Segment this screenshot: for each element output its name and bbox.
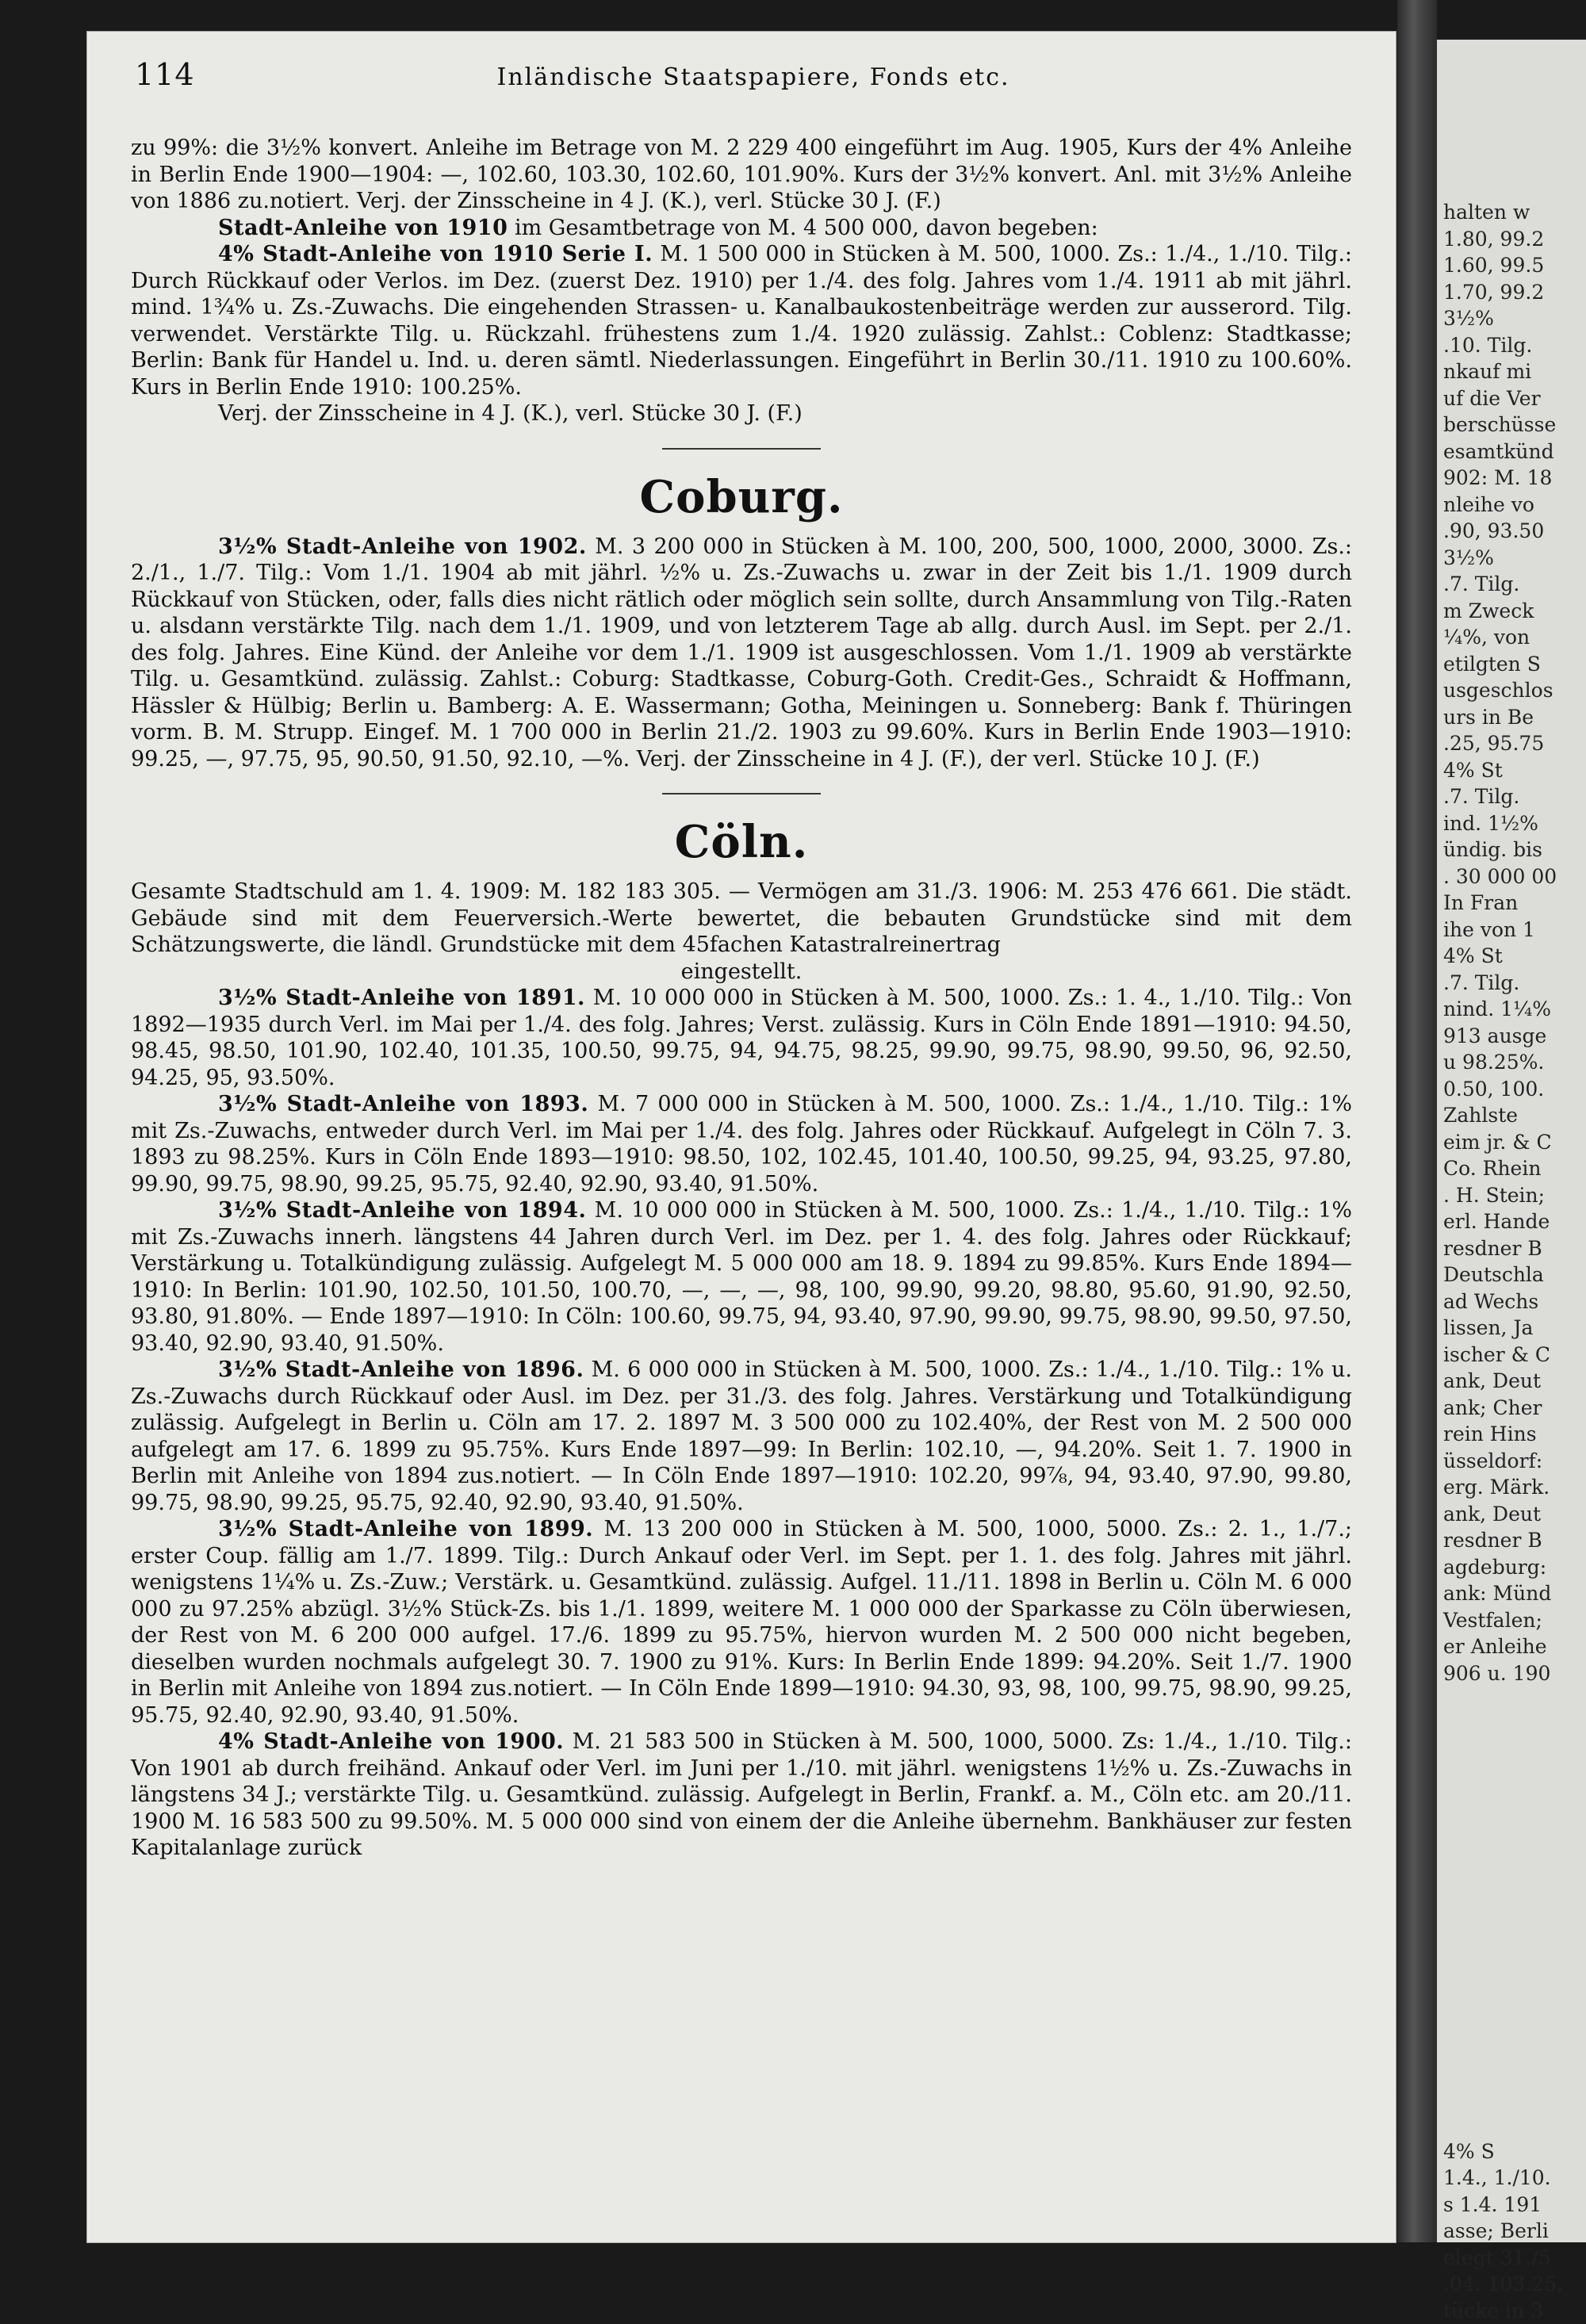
coeln-loan-entry — [131, 1357, 1352, 1516]
adjacent-line-fragment: 906 u. 190 — [1437, 1660, 1586, 1687]
loan-1910-serie-entry — [131, 241, 1352, 400]
coeln-loan-text: M. 6 000 000 in Stücken à M. 500, 1000. Zs.: 1./4., 1./10. Tilg.: 1% u. Zs.-Zuwachs durch Rückkauf oder Ausl. im Dez. per 31./3. des folg. Jahres. Verstärkung und Totalkündigung zulässig. Aufgelegt in Berlin u. Cöln am 17. 2. 1897 M. 3 500 000 zu 102.40%, der Rest von M. 2 500 000 aufgelegt am 17. 6. 1899 zu 95.75%. Kurs Ende 1897—99: In Berlin: 102.10, —, 94.20%. Seit 1. 7. 1900 in Berlin mit Anleihe von 1894 zus.notiert. — In Cöln Ende 1897—1910: 102.20, 99⅞, 94, 93.40, 97.90, 99.80, 99.75, 98.90, 99.25, 95.75, 92.40, 92.90, 93.40, 91.50%. — [131, 1357, 1352, 1515]
adjacent-line-fragment: berschüsse — [1437, 412, 1586, 438]
coeln-loan-entry — [131, 1197, 1352, 1357]
adjacent-line-fragment — [1437, 1767, 1586, 1794]
adjacent-line-fragment: 1.60, 99.5 — [1437, 252, 1586, 279]
adjacent-line-fragment — [1437, 1926, 1586, 1953]
adjacent-line-fragment: ank: Münd — [1437, 1580, 1586, 1607]
coeln-loan-title: 3½% Stadt-Anleihe von 1893. — [218, 1092, 588, 1116]
adjacent-line-fragment: ad Wechs — [1437, 1288, 1586, 1315]
adjacent-line-fragment — [1437, 120, 1586, 147]
coeln-loan-title: 3½% Stadt-Anleihe von 1899. — [218, 1517, 593, 1541]
adjacent-line-fragment: nind. 1¼% — [1437, 996, 1586, 1023]
adjacent-line-fragment: . H. Stein; — [1437, 1182, 1586, 1209]
adjacent-line-fragment: ¼%, von — [1437, 624, 1586, 651]
coeln-loan-text: M. 10 000 000 in Stücken à M. 500, 1000. Zs.: 1./4., 1./10. Tilg.: 1% mit Zs.-Zuwachs innerh. längstens 44 Jahren durch Verl. im Dez. per 1. 4. des folg. Jahres oder Rückkauf; Verstärkung u. Totalkündigung zulässig. Aufgelegt M. 5 000 000 am 18. 9. 1894 zu 99.85%. Kurs Ende 1894—1910: In Berlin: 101.90, 102.50, 101.50, 100.70, —, —, —, 98, 100, 99.90, 99.20, 98.80, 95.60, 91.90, 92.50, 93.80, 91.80%. — Ende 1897—1910: In Cöln: 100.60, 99.75, 94, 93.40, 97.90, 99.90, 99.75, 98.90, 99.50, 97.50, 93.40, 92.90, 93.40, 91.50%. — [131, 1198, 1352, 1356]
section-title-coeln: Cöln. — [131, 818, 1352, 866]
section-divider — [662, 793, 821, 794]
coeln-loan-title: 3½% Stadt-Anleihe von 1894. — [218, 1198, 586, 1223]
adjacent-line-fragment: erg. Märk. — [1437, 1474, 1586, 1501]
loan-1910-serie-title: 4% Stadt-Anleihe von 1910 Serie I. — [218, 242, 653, 266]
page-content — [131, 135, 1352, 1862]
adjacent-line-fragment — [1437, 146, 1586, 173]
adjacent-line-fragment — [1437, 1740, 1586, 1767]
running-title: Inländische Staatspapiere, Fonds etc. — [135, 63, 1372, 91]
section-title-coburg: Coburg. — [131, 473, 1352, 521]
coeln-loan-text: M. 10 000 000 in Stücken à M. 500, 1000. Zs.: 1. 4., 1./10. Tilg.: Von 1892—1935 durch Verl. im Mai per 1./4. des folg. Jahres; Verst. zulässig. Kurs in Cöln Ende 1891—1910: 94.50, 98.45, 98.50, 101.90, 102.40, 101.35, 100.50, 99.75, 94, 94.75, 98.25, 99.90, 99.75, 98.90, 99.50, 96, 92.50, 94.25, 95, 93.50%. — [131, 986, 1352, 1090]
coeln-loan-title: 3½% Stadt-Anleihe von 1891. — [218, 986, 585, 1010]
adjacent-page-fragments — [1437, 40, 1586, 2324]
adjacent-line-fragment: ind. 1½% — [1437, 810, 1586, 837]
adjacent-line-fragment: Deutschla — [1437, 1262, 1586, 1288]
adjacent-line-fragment: 1.4., 1./10. — [1437, 2165, 1586, 2192]
adjacent-line-fragment: erl. Hande — [1437, 1208, 1586, 1235]
adjacent-line-fragment: m Zweck — [1437, 598, 1586, 625]
adjacent-line-fragment — [1437, 2032, 1586, 2059]
book-page — [87, 32, 1396, 2242]
adjacent-line-fragment: u 98.25%. — [1437, 1049, 1586, 1076]
adjacent-line-fragment: resdner B — [1437, 1527, 1586, 1554]
adjacent-line-fragment: asse; Berli — [1437, 2218, 1586, 2245]
intro-paragraph: zu 99%: die 3½% konvert. Anleihe im Betrage von M. 2 229 400 eingeführt im Aug. 1905, Kurs der 4% Anleihe in Berlin Ende 1900—1904: —, 102.60, 103.30, 102.60, 101.90%. Kurs der 3½% konvert. Anl. mit 3½% Anleihe von 1886 zu.notiert. Verj. der Zinsscheine in 4 J. (K.), verl. Stücke 30 J. (F.) — [131, 135, 1352, 215]
adjacent-line-fragment — [1437, 2005, 1586, 2032]
adjacent-line-fragment: 3½% — [1437, 305, 1586, 332]
adjacent-line-fragment: üsseldorf: — [1437, 1448, 1586, 1475]
adjacent-line-fragment: ank, Deut — [1437, 1368, 1586, 1395]
adjacent-line-fragment: ank, Deut — [1437, 1501, 1586, 1528]
adjacent-line-fragment — [1437, 93, 1586, 120]
adjacent-line-fragment: .10. Tilg. — [1437, 332, 1586, 359]
adjacent-line-fragment — [1437, 1899, 1586, 1926]
adjacent-line-fragment: .7. Tilg. — [1437, 970, 1586, 997]
coeln-loan-text: M. 13 200 000 in Stücken à M. 500, 1000, 5000. Zs.: 2. 1., 1./7.; erster Coup. fällig am 1./7. 1899. Tilg.: Durch Ankauf oder Verl. im Sept. per 1. 1. des folg. Jahres mit jährl. wenigstens 1¼% u. Zs.-Zuw.; Verstärk. u. Gesamtkünd. zulässig. Aufgel. 11./11. 1898 in Berlin u. Cöln M. 6 000 000 zu 97.25% abzügl. 3½% Stück-Zs. bis 1./1. 1899, weitere M. 1 000 000 der Sparkasse zu Cöln überwiesen, der Rest von M. 6 200 000 aufgel. 17./6. 1899 zu 95.75%, hiervon wurden M. 2 500 000 nicht begeben, dieselben wurden nochmals aufgelegt 30. 7. 1900 zu 91%. Kurs: In Berlin Ende 1899: 94.20%. Seit 1./7. 1900 in Berlin mit Anleihe von 1894 zus.notiert. — In Cöln Ende 1899—1910: 94.30, 93, 98, 100, 99.75, 98.90, 99.25, 95.75, 92.40, 92.90, 93.40, 91.50%. — [131, 1517, 1352, 1728]
adjacent-line-fragment: eim jr. & C — [1437, 1129, 1586, 1156]
adjacent-line-fragment: In Fran — [1437, 890, 1586, 917]
adjacent-line-fragment — [1437, 1713, 1586, 1740]
coeln-loan-text: M. 7 000 000 in Stücken à M. 500, 1000. Zs.: 1./4., 1./10. Tilg.: 1% mit Zs.-Zuwachs, entweder durch Verl. im Mai per 1./4. des folg. Jahres oder Rückkauf. Aufgelegt in Cöln 7. 3. 1893 zu 98.25%. Kurs in Cöln Ende 1893—1910: 98.50, 102, 102.45, 101.40, 100.50, 99.25, 94, 93.25, 97.80, 99.90, 99.75, 98.90, 99.25, 95.75, 92.40, 92.90, 93.40, 91.50%. — [131, 1092, 1352, 1196]
adjacent-line-fragment — [1437, 1687, 1586, 1713]
adjacent-line-fragment — [1437, 40, 1586, 67]
coeln-loan-title: 4% Stadt-Anleihe von 1900. — [218, 1729, 564, 1754]
coeln-loan-text: M. 21 583 500 in Stücken à M. 500, 1000, 5000. Zs: 1./4., 1./10. Tilg.: Von 1901 ab durch freihänd. Ankauf oder Verl. im Juni per 1./10. mit jährl. wenigstens 1½% u. Zs.-Zuwachs in längstens 34 J.; verstärkte Tilg. u. Gesamtkünd. zulässig. Aufgelegt in Berlin, Frankf. a. M., Cöln etc. am 20./11. 1900 M. 16 583 500 zu 99.50%. M. 5 000 000 sind von einem der die Anleihe übernehm. Bankhäuser zur festen Kapitalanlage zurück — [131, 1729, 1352, 1860]
adjacent-line-fragment: er Anleihe — [1437, 1633, 1586, 1660]
adjacent-line-fragment — [1437, 2085, 1586, 2112]
page-number: 114 — [135, 57, 195, 92]
adjacent-line-fragment: etilgten S — [1437, 651, 1586, 678]
adjacent-line-fragment: 3½% — [1437, 545, 1586, 572]
adjacent-line-fragment — [1437, 1793, 1586, 1820]
adjacent-line-fragment: usgeschlos — [1437, 677, 1586, 704]
adjacent-line-fragment: 0.50, 100. — [1437, 1076, 1586, 1103]
coeln-loan-entry — [131, 985, 1352, 1091]
coeln-debt-end: eingestellt. — [131, 959, 1352, 986]
adjacent-line-fragment: . 30 000 00 — [1437, 863, 1586, 890]
adjacent-line-fragment: halten w — [1437, 199, 1586, 226]
adjacent-line-fragment: ihe von 1 — [1437, 917, 1586, 944]
adjacent-line-fragment — [1437, 2112, 1586, 2138]
section-divider — [662, 448, 821, 450]
adjacent-line-fragment: 4% St — [1437, 757, 1586, 784]
adjacent-line-fragment: lissen, Ja — [1437, 1315, 1586, 1342]
adjacent-line-fragment: .7. Tilg. — [1437, 571, 1586, 598]
coburg-loan-text: M. 3 200 000 in Stücken à M. 100, 200, 500, 1000, 2000, 3000. Zs.: 2./1., 1./7. Tilg.: Vom 1./1. 1904 ab mit jährl. ½% u. Zs.-Zuwachs u. zwar in der Zeit bis 1./1. 1909 durch Rückkauf von Stücken, oder, falls dies nicht rätlich oder möglich sein sollte, durch Ansammlung von Tilg.-Raten u. alsdann verstärkte Tilg. nach dem 1./1. 1909, und von letzterem Tage ab allg. durch Ausl. im Sept. per 2./1. des folg. Jahres. Eine Künd. der Anleihe vor dem 1./1. 1909 ist ausgeschlossen. Vom 1./1. 1909 ab verstärkte Tilg. u. Gesamtkünd. zulässig. Zahlst.: Coburg: Stadtkasse, Coburg-Goth. Credit-Ges., Schraidt & Hoffmann, Hässler & Hülbig; Berlin u. Bamberg: A. E. Wassermann; Gotha, Meiningen u. Sonneberg: Bank f. Thüringen vorm. B. M. Strupp. Eingef. M. 1 700 000 in Berlin 21./2. 1903 zu 99.60%. Kurs in Berlin Ende 1903—1910: 99.25, —, 97.75, 95, 90.50, 91.50, 92.10, —%. Verj. der Zinsscheine in 4 J. (F.), der verl. Stücke 10 J. (F.) — [131, 534, 1352, 771]
adjacent-line-fragment: esamtkünd — [1437, 438, 1586, 465]
adjacent-line-fragment: 4% S — [1437, 2138, 1586, 2165]
adjacent-line-fragment — [1437, 2058, 1586, 2085]
adjacent-line-fragment: agdeburg: — [1437, 1554, 1586, 1581]
adjacent-line-fragment: 902: M. 18 — [1437, 465, 1586, 492]
adjacent-line-fragment: ank; Cher — [1437, 1395, 1586, 1422]
adjacent-line-fragment: tücke in 3 — [1437, 2298, 1586, 2324]
adjacent-line-fragment: Zahlste — [1437, 1102, 1586, 1129]
adjacent-page-edge — [1437, 40, 1586, 2242]
coeln-loan-entry — [131, 1729, 1352, 1862]
adjacent-line-fragment: .90, 93.50 — [1437, 518, 1586, 545]
loan-1910-heading — [131, 215, 1352, 242]
adjacent-line-fragment: .25, 95.75 — [1437, 730, 1586, 757]
adjacent-line-fragment — [1437, 1952, 1586, 1979]
adjacent-line-fragment — [1437, 67, 1586, 94]
adjacent-line-fragment — [1437, 1873, 1586, 1900]
adjacent-line-fragment: nkauf mi — [1437, 358, 1586, 385]
coburg-loan-entry — [131, 534, 1352, 773]
adjacent-line-fragment: 4% St — [1437, 943, 1586, 970]
adjacent-line-fragment: 1.70, 99.2 — [1437, 279, 1586, 306]
adjacent-line-fragment: resdner B — [1437, 1235, 1586, 1262]
coeln-debt-text: Gesamte Stadtschuld am 1. 4. 1909: M. 182 183 305. — Vermögen am 31./3. 1906: M. 253 476 661. Die städt. Gebäude sind mit dem Feuerversich.-Werte bewertet, die bebauten Grundstücke sind mit dem Schätzungswerte, die ländl. Grundstücke mit dem 45fachen Katastralreinertrag — [131, 879, 1352, 959]
book-spine-shadow — [1397, 0, 1437, 2242]
adjacent-line-fragment: s 1.4. 191 — [1437, 2192, 1586, 2219]
coeln-loan-entry — [131, 1516, 1352, 1729]
adjacent-line-fragment: Co. Rhein — [1437, 1155, 1586, 1182]
adjacent-line-fragment: uf die Ver — [1437, 385, 1586, 412]
scan-top-border — [0, 0, 1586, 32]
adjacent-line-fragment — [1437, 1979, 1586, 2006]
loan-1910-title: Stadt-Anleihe von 1910 — [218, 216, 508, 240]
adjacent-line-fragment: urs in Be — [1437, 704, 1586, 731]
adjacent-line-fragment — [1437, 1846, 1586, 1873]
coeln-loan-title: 3½% Stadt-Anleihe von 1896. — [218, 1357, 584, 1382]
adjacent-line-fragment: ischer & C — [1437, 1342, 1586, 1369]
adjacent-line-fragment: .7. Tilg. — [1437, 783, 1586, 810]
adjacent-line-fragment: 913 ausge — [1437, 1023, 1586, 1050]
adjacent-line-fragment: 1.80, 99.2 — [1437, 226, 1586, 253]
loan-1910-verj: Verj. der Zinsscheine in 4 J. (K.), verl. Stücke 30 J. (F.) — [131, 400, 1352, 427]
running-head — [135, 57, 1372, 105]
adjacent-line-fragment: rein Hins — [1437, 1421, 1586, 1448]
adjacent-line-fragment: elegt 31./5 — [1437, 2245, 1586, 2272]
loan-1910-serie-text: M. 1 500 000 in Stücken à M. 500, 1000. Zs.: 1./4., 1./10. Tilg.: Durch Rückkauf oder Verlos. im Dez. (zuerst Dez. 1910) per 1./4. des folg. Jahres vom 1./4. 1911 ab mit jährl. mind. 1¾% u. Zs.-Zuwachs. Die eingehenden Strassen- u. Kanalbaukostenbeiträge werden zur ausserord. Tilg. verwendet. Verstärkte Tilg. u. Rückzahl. frühestens zum 1./4. 1920 zulässig. Zahlst.: Coblenz: Stadtkasse; Berlin: Bank für Handel u. Ind. u. deren sämtl. Niederlassungen. Eingeführt in Berlin 30./11. 1910 zu 100.60%. Kurs in Berlin Ende 1910: 100.25%. — [131, 242, 1352, 400]
adjacent-line-fragment — [1437, 173, 1586, 200]
adjacent-line-fragment: nleihe vo — [1437, 492, 1586, 519]
adjacent-line-fragment: ündig. bis — [1437, 837, 1586, 863]
coeln-loan-entry — [131, 1091, 1352, 1197]
adjacent-line-fragment — [1437, 1820, 1586, 1847]
loan-1910-text: im Gesamtbetrage von M. 4 500 000, davon begeben: — [508, 216, 1098, 240]
adjacent-line-fragment: .04. 103.25, — [1437, 2271, 1586, 2298]
adjacent-line-fragment: Vestfalen; — [1437, 1607, 1586, 1634]
coburg-loan-title: 3½% Stadt-Anleihe von 1902. — [218, 534, 587, 559]
